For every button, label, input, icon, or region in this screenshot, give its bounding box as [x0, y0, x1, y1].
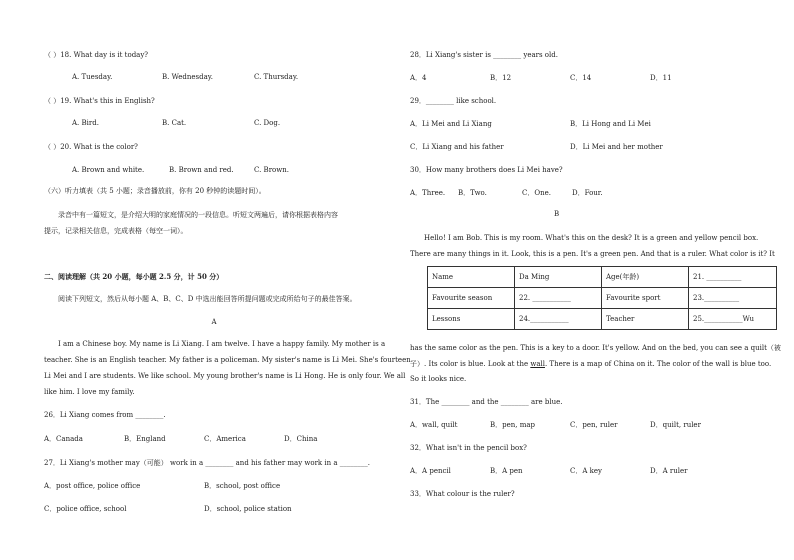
q32-option-a: A．A pencil [410, 467, 451, 475]
passage-a-line-3: Li Mei and I are students. We like school. My young brother's name is Li Hong. He is only four. We all [44, 372, 406, 380]
q32-option-d: D．A ruler [650, 467, 688, 475]
q29-stem: 29．________ like school. [410, 97, 497, 105]
q32-option-b: B．A pen [490, 467, 523, 475]
table-cell: 25.___________Wu [689, 309, 777, 330]
q20-stem: （ ）20. What is the color? [44, 143, 138, 151]
passage-b-line-4 [410, 359, 771, 369]
table-cell: Lessons [428, 309, 515, 330]
q31-option-c: C．pen, ruler [570, 421, 618, 429]
passage-b-line-3: has the same color as the pen. This is a key to a door. It's yellow. And on the bed, you can see a quilt（被 [410, 344, 781, 352]
info-table [427, 266, 777, 330]
table-row [428, 288, 777, 309]
table-row [428, 309, 777, 330]
q30-option-a: A．Three. [410, 189, 446, 197]
passage-a-line-2: teacher. She is an English teacher. My father is a policeman. My sister's name is Li Mei. She's fourteen. [44, 356, 413, 364]
q30-stem: 30．How many brothers does Li Mei have? [410, 166, 563, 174]
q19-stem: （ ）19. What's this in English? [44, 97, 155, 105]
q31-stem: 31．The ________ and the ________ are blue. [410, 398, 563, 406]
q18-stem: （ ）18. What day is it today? [44, 51, 149, 59]
q26-option-a: A．Canada [44, 435, 83, 443]
q27-option-a: A．post office, police office [44, 482, 141, 490]
q30-option-d: D．Four. [572, 189, 603, 197]
section6-instruction-1: 录音中有一篇短文，是介绍大明的家庭情况的一段信息。听短文两遍后，请你根据表格内容 [58, 211, 338, 219]
section6-title: （六）听力填表（共 5 小题；录音播放前，你有 20 秒钟的读题时间）。 [44, 187, 266, 195]
q28-option-c: C．14 [570, 74, 592, 82]
q29-option-a: A．Li Mei and Li Xiang [410, 120, 492, 128]
passage-b-label: B [554, 210, 560, 218]
passage-b-line-5: So it looks nice. [410, 375, 467, 383]
table-cell: Da Ming [515, 267, 602, 288]
table-cell: 24.___________ [515, 309, 602, 330]
q30-option-b: B．Two. [458, 189, 487, 197]
q28-option-a: A．4 [410, 74, 427, 82]
table-cell: 22. ___________ [515, 288, 602, 309]
part2-instruction: 阅读下列短文，然后从每小题 A、B、C、D 中选出能回答所提问题或完成所给句子的最佳答案。 [58, 295, 357, 303]
table-cell: Name [428, 267, 515, 288]
underlined-word-wall: wall [530, 360, 545, 368]
passage-b-line-1: Hello! I am Bob. This is my room. What's this on the desk? It is a green and yellow pencil box. [424, 234, 759, 242]
passage-b-line-4-end: . There is a map of China on it. The color of the wall is blue too. [544, 360, 772, 368]
q29-option-c: C．Li Xiang and his father [410, 143, 504, 151]
q26-option-b: B．England [124, 435, 166, 443]
q27-option-b: B．school, post office [204, 482, 281, 490]
q32-stem: 32．What isn't in the pencil box? [410, 444, 527, 452]
q18-option-c: C. Thursday. [254, 73, 299, 81]
q19-option-c: C. Dog. [254, 119, 281, 127]
part2-title: 二、阅读理解（共 20 小题，每小题 2.5 分，计 50 分） [44, 272, 224, 281]
q27-option-c: C．police office, school [44, 505, 127, 513]
table-cell: Favourite sport [602, 288, 689, 309]
table-cell: Teacher [602, 309, 689, 330]
q29-option-b: B．Li Hong and Li Mei [570, 120, 651, 128]
table-row [428, 267, 777, 288]
q26-option-c: C．America [204, 435, 246, 443]
q31-option-d: D．quilt, ruler [650, 421, 701, 429]
q27-option-d: D．school, police station [204, 505, 292, 513]
q26-stem: 26．Li Xiang comes from ________. [44, 411, 166, 419]
passage-b-line-4-start: 子）. Its color is blue. Look at the [410, 360, 531, 368]
q20-option-b: B. Brown and red. [169, 166, 234, 174]
table-cell: 23.__________ [689, 288, 777, 309]
q28-stem: 28．Li Xiang's sister is ________ years old. [410, 51, 558, 59]
q28-option-d: D．11 [650, 74, 672, 82]
q18-option-a: A. Tuesday. [72, 73, 113, 81]
table-cell: Age(年龄) [602, 267, 689, 288]
q19-option-b: B. Cat. [162, 119, 187, 127]
q33-stem: 33．What colour is the ruler? [410, 490, 515, 498]
table-cell: 21. __________ [689, 267, 777, 288]
q32-option-c: C．A key [570, 467, 602, 475]
q28-option-b: B．12 [490, 74, 512, 82]
q31-option-a: A．wall, quilt [410, 421, 458, 429]
q30-option-c: C．One. [522, 189, 551, 197]
q31-option-b: B．pen, map [490, 421, 536, 429]
table-cell: Favourite season [428, 288, 515, 309]
q18-option-b: B. Wednesday. [162, 73, 213, 81]
q20-option-a: A. Brown and white. [72, 166, 145, 174]
section6-instruction-2: 提示，记录相关信息，完成表格（每空一词）。 [44, 227, 188, 235]
q20-option-c: C. Brown. [254, 166, 289, 174]
q19-option-a: A. Bird. [72, 119, 99, 127]
q26-option-d: D．China [284, 435, 318, 443]
passage-a-line-4: like him. I love my family. [44, 388, 135, 396]
q27-stem: 27．Li Xiang's mother may（可能） work in a ________ and his father may work in a ________. [44, 459, 370, 467]
passage-b-line-2: There are many things in it. Look, this is a pen. It's a green pen. And that is a ruler. What color is it? It [410, 250, 775, 258]
passage-a-label: A [211, 318, 217, 326]
passage-a-line-1: I am a Chinese boy. My name is Li Xiang. I am twelve. I have a happy family. My mother is a [58, 340, 386, 348]
q29-option-d: D．Li Mei and her mother [570, 143, 663, 151]
